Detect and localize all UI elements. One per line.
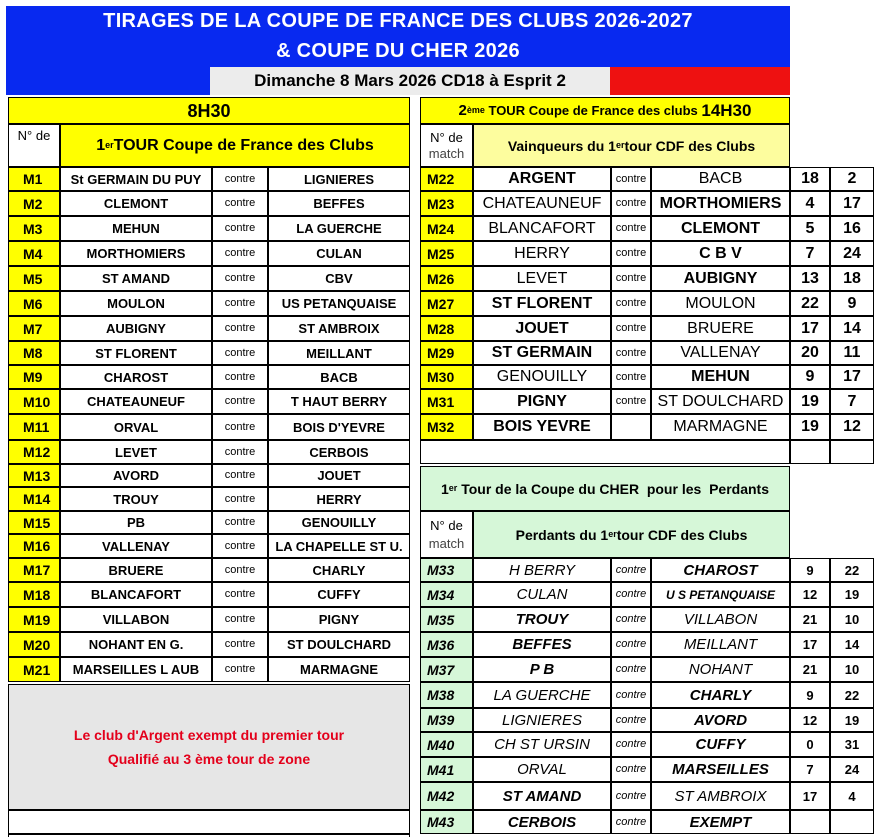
exempt-line-2: Qualifié au 3 ème tour de zone [107, 751, 311, 767]
score-away: 18 [830, 266, 874, 291]
home-team: LEVET [473, 266, 611, 291]
match-id: M43 [420, 810, 473, 834]
away-team: HERRY [268, 487, 410, 511]
vs-label: contre [611, 558, 651, 582]
vs-label: contre [212, 365, 268, 389]
vs-label: contre [611, 582, 651, 607]
home-team: TROUY [473, 607, 611, 632]
match-id: M31 [420, 389, 473, 414]
score-home: 12 [790, 582, 830, 607]
home-team: LIGNIERES [473, 708, 611, 732]
score-home: 4 [790, 191, 830, 216]
vs-label: contre [212, 316, 268, 341]
away-team: MORTHOMIERS [651, 191, 790, 216]
winners-header: Vainqueurs du 1 er tour CDF des Clubs [473, 124, 790, 167]
score-away: 17 [830, 365, 874, 389]
away-team: CUFFY [651, 732, 790, 757]
score-home: 19 [790, 414, 830, 440]
vs-label: contre [212, 534, 268, 558]
vs-label: contre [611, 389, 651, 414]
away-team: ST DOULCHARD [651, 389, 790, 414]
away-team: CLEMONT [651, 216, 790, 241]
banner-line-1: TIRAGES DE LA COUPE DE FRANCE DES CLUBS 2026-2027 [103, 10, 693, 32]
away-team: ST AMBROIX [268, 316, 410, 341]
vs-label [611, 414, 651, 440]
vs-label: contre [611, 607, 651, 632]
away-team: U S PETANQUAISE [651, 582, 790, 607]
vs-label: contre [611, 241, 651, 266]
away-team: CUFFY [268, 582, 410, 607]
away-team: MARSEILLES [651, 757, 790, 782]
vs-label: contre [212, 341, 268, 365]
away-team: LA GUERCHE [268, 216, 410, 241]
home-team: ST FLORENT [473, 291, 611, 316]
away-team: MARMAGNE [651, 414, 790, 440]
banner-line-2: & COUPE DU CHER 2026 [276, 40, 520, 62]
away-team: BACB [268, 365, 410, 389]
away-team: PIGNY [268, 607, 410, 632]
away-team: CHARLY [268, 558, 410, 582]
match-id: M15 [8, 511, 60, 534]
home-team: PIGNY [473, 389, 611, 414]
away-team: CBV [268, 266, 410, 291]
away-team: VILLABON [651, 607, 790, 632]
home-team: VALLENAY [60, 534, 212, 558]
vs-label: contre [611, 365, 651, 389]
match-id: M6 [8, 291, 60, 316]
match-id: M27 [420, 291, 473, 316]
match-id: M42 [420, 782, 473, 810]
match-id: M3 [8, 216, 60, 241]
vs-label: contre [212, 389, 268, 414]
score-home: 17 [790, 782, 830, 810]
away-team: MARMAGNE [268, 657, 410, 682]
vs-label: contre [611, 216, 651, 241]
away-team: BEFFES [268, 191, 410, 216]
home-team: P B [473, 657, 611, 682]
score-away: 19 [830, 708, 874, 732]
score-home: 9 [790, 682, 830, 708]
score-home: 19 [790, 389, 830, 414]
score-away: 24 [830, 241, 874, 266]
match-id: M11 [8, 414, 60, 440]
away-team: US PETANQUAISE [268, 291, 410, 316]
home-team: MORTHOMIERS [60, 241, 212, 266]
vs-label: contre [212, 558, 268, 582]
score-home: 12 [790, 708, 830, 732]
home-team: CHATEAUNEUF [473, 191, 611, 216]
score-home: 7 [790, 757, 830, 782]
match-id: M10 [8, 389, 60, 414]
match-id: M23 [420, 191, 473, 216]
left-num-header: N° de [8, 124, 60, 167]
vs-label: contre [611, 657, 651, 682]
vs-label: contre [611, 782, 651, 810]
vs-label: contre [212, 487, 268, 511]
home-team: ORVAL [60, 414, 212, 440]
score-home: 5 [790, 216, 830, 241]
match-id: M32 [420, 414, 473, 440]
away-team: CULAN [268, 241, 410, 266]
home-team: CLEMONT [60, 191, 212, 216]
away-team: VALLENAY [651, 341, 790, 365]
match-id: M34 [420, 582, 473, 607]
home-team: JOUET [473, 316, 611, 341]
vs-label: contre [212, 414, 268, 440]
vs-label: contre [212, 632, 268, 657]
home-team: BOIS YEVRE [473, 414, 611, 440]
match-id: M33 [420, 558, 473, 582]
home-team: ORVAL [473, 757, 611, 782]
score-away: 19 [830, 582, 874, 607]
match-id: M38 [420, 682, 473, 708]
vs-label: contre [611, 316, 651, 341]
home-team: HERRY [473, 241, 611, 266]
score-home [790, 810, 830, 834]
score-home: 17 [790, 316, 830, 341]
away-team: CHAROST [651, 558, 790, 582]
away-team: LIGNIERES [268, 167, 410, 191]
score-away: 11 [830, 341, 874, 365]
home-team: LEVET [60, 440, 212, 464]
home-team: MOULON [60, 291, 212, 316]
right-spacer-row [420, 440, 790, 464]
score-away: 14 [830, 632, 874, 657]
score-away: 4 [830, 782, 874, 810]
vs-label: contre [611, 632, 651, 657]
vs-label: contre [212, 216, 268, 241]
home-team: CHAROST [60, 365, 212, 389]
home-team: ARGENT [473, 167, 611, 191]
home-team: ST FLORENT [60, 341, 212, 365]
match-id: M29 [420, 341, 473, 365]
score-away: 22 [830, 682, 874, 708]
match-id: M17 [8, 558, 60, 582]
home-team: St GERMAIN DU PUY [60, 167, 212, 191]
away-team: AVORD [651, 708, 790, 732]
right-round-header: 2 ème TOUR Coupe de France des clubs 14H30 [420, 97, 790, 124]
left-round-title: 1 er TOUR Coupe de France des Clubs [60, 124, 410, 167]
away-team: MEHUN [651, 365, 790, 389]
away-team: GENOUILLY [268, 511, 410, 534]
score-home: 0 [790, 732, 830, 757]
home-team: MARSEILLES L AUB [60, 657, 212, 682]
home-team: BLANCAFORT [60, 582, 212, 607]
right-num-header: N° de match [420, 124, 473, 167]
score-home: 22 [790, 291, 830, 316]
score-away: 9 [830, 291, 874, 316]
match-id: M20 [8, 632, 60, 657]
match-id: M30 [420, 365, 473, 389]
match-id: M1 [8, 167, 60, 191]
home-team: AVORD [60, 464, 212, 487]
vs-label: contre [611, 810, 651, 834]
vs-label: contre [212, 440, 268, 464]
match-id: M7 [8, 316, 60, 341]
match-id: M39 [420, 708, 473, 732]
home-team: BEFFES [473, 632, 611, 657]
score-away: 2 [830, 167, 874, 191]
exempt-notice [8, 684, 410, 810]
score-home: 18 [790, 167, 830, 191]
match-id: M25 [420, 241, 473, 266]
score-away: 10 [830, 607, 874, 632]
match-id: M37 [420, 657, 473, 682]
vs-label: contre [611, 266, 651, 291]
cher-cup-title: 1 er Tour de la Coupe du CHER pour les Perdants [420, 466, 790, 511]
exempt-line-1: Le club d'Argent exempt du premier tour [73, 727, 345, 743]
match-id: M14 [8, 487, 60, 511]
score-away: 12 [830, 414, 874, 440]
home-team: CH ST URSIN [473, 732, 611, 757]
date-line: Dimanche 8 Mars 2026 CD18 à Esprit 2 [210, 67, 610, 95]
match-id: M35 [420, 607, 473, 632]
match-id: M8 [8, 341, 60, 365]
score-away [830, 810, 874, 834]
vs-label: contre [611, 191, 651, 216]
vs-label: contre [212, 291, 268, 316]
away-team: EXEMPT [651, 810, 790, 834]
left-empty-row [8, 810, 410, 834]
home-team: TROUY [60, 487, 212, 511]
match-id: M9 [8, 365, 60, 389]
vs-label: contre [212, 464, 268, 487]
vs-label: contre [611, 167, 651, 191]
vs-label: contre [611, 682, 651, 708]
home-team: AUBIGNY [60, 316, 212, 341]
score-home: 7 [790, 241, 830, 266]
home-team: CULAN [473, 582, 611, 607]
score-home: 21 [790, 607, 830, 632]
vs-label: contre [611, 341, 651, 365]
match-id: M18 [8, 582, 60, 607]
home-team: LA GUERCHE [473, 682, 611, 708]
match-id: M26 [420, 266, 473, 291]
away-team: MEILLANT [651, 632, 790, 657]
score-home: 20 [790, 341, 830, 365]
match-id: M24 [420, 216, 473, 241]
flag-red [610, 67, 790, 95]
vs-label: contre [212, 266, 268, 291]
match-id: M16 [8, 534, 60, 558]
away-team: MEILLANT [268, 341, 410, 365]
vs-label: contre [212, 511, 268, 534]
score-away: 22 [830, 558, 874, 582]
away-team: AUBIGNY [651, 266, 790, 291]
home-team: CERBOIS [473, 810, 611, 834]
match-id: M4 [8, 241, 60, 266]
home-team: PB [60, 511, 212, 534]
home-team: VILLABON [60, 607, 212, 632]
away-team: BACB [651, 167, 790, 191]
away-team: BOIS D'YEVRE [268, 414, 410, 440]
away-team: CERBOIS [268, 440, 410, 464]
home-team: MEHUN [60, 216, 212, 241]
away-team: BRUERE [651, 316, 790, 341]
cher-num-header: N° de match [420, 511, 473, 558]
match-id: M22 [420, 167, 473, 191]
match-id: M19 [8, 607, 60, 632]
vs-label: contre [212, 241, 268, 266]
vs-label: contre [212, 607, 268, 632]
match-id: M21 [8, 657, 60, 682]
home-team: ST GERMAIN [473, 341, 611, 365]
right-spacer-s2 [830, 440, 874, 464]
left-time-header: 8H30 [8, 97, 410, 124]
match-id: M41 [420, 757, 473, 782]
match-id: M40 [420, 732, 473, 757]
right-spacer-s1 [790, 440, 830, 464]
score-home: 21 [790, 657, 830, 682]
away-team: C B V [651, 241, 790, 266]
score-away: 14 [830, 316, 874, 341]
vs-label: contre [212, 582, 268, 607]
match-id: M5 [8, 266, 60, 291]
home-team: ST AMAND [60, 266, 212, 291]
score-home: 13 [790, 266, 830, 291]
score-away: 16 [830, 216, 874, 241]
away-team: ST AMBROIX [651, 782, 790, 810]
away-team: NOHANT [651, 657, 790, 682]
score-home: 17 [790, 632, 830, 657]
away-team: LA CHAPELLE ST U. [268, 534, 410, 558]
vs-label: contre [611, 708, 651, 732]
home-team: NOHANT EN G. [60, 632, 212, 657]
vs-label: contre [611, 291, 651, 316]
home-team: BLANCAFORT [473, 216, 611, 241]
vs-label: contre [611, 732, 651, 757]
home-team: H BERRY [473, 558, 611, 582]
score-away: 17 [830, 191, 874, 216]
losers-header: Perdants du 1 er tour CDF des Clubs [473, 511, 790, 558]
match-id: M12 [8, 440, 60, 464]
match-id: M36 [420, 632, 473, 657]
away-team: JOUET [268, 464, 410, 487]
vs-label: contre [212, 657, 268, 682]
score-home: 9 [790, 365, 830, 389]
away-team: ST DOULCHARD [268, 632, 410, 657]
match-id: M28 [420, 316, 473, 341]
home-team: GENOUILLY [473, 365, 611, 389]
vs-label: contre [611, 757, 651, 782]
away-team: T HAUT BERRY [268, 389, 410, 414]
flag-blue [6, 67, 210, 95]
vs-label: contre [212, 167, 268, 191]
match-id: M13 [8, 464, 60, 487]
score-away: 31 [830, 732, 874, 757]
away-team: MOULON [651, 291, 790, 316]
home-team: ST AMAND [473, 782, 611, 810]
title-banner [6, 6, 790, 67]
score-home: 9 [790, 558, 830, 582]
score-away: 10 [830, 657, 874, 682]
score-away: 24 [830, 757, 874, 782]
match-id: M2 [8, 191, 60, 216]
home-team: BRUERE [60, 558, 212, 582]
score-away: 7 [830, 389, 874, 414]
vs-label: contre [212, 191, 268, 216]
away-team: CHARLY [651, 682, 790, 708]
home-team: CHATEAUNEUF [60, 389, 212, 414]
